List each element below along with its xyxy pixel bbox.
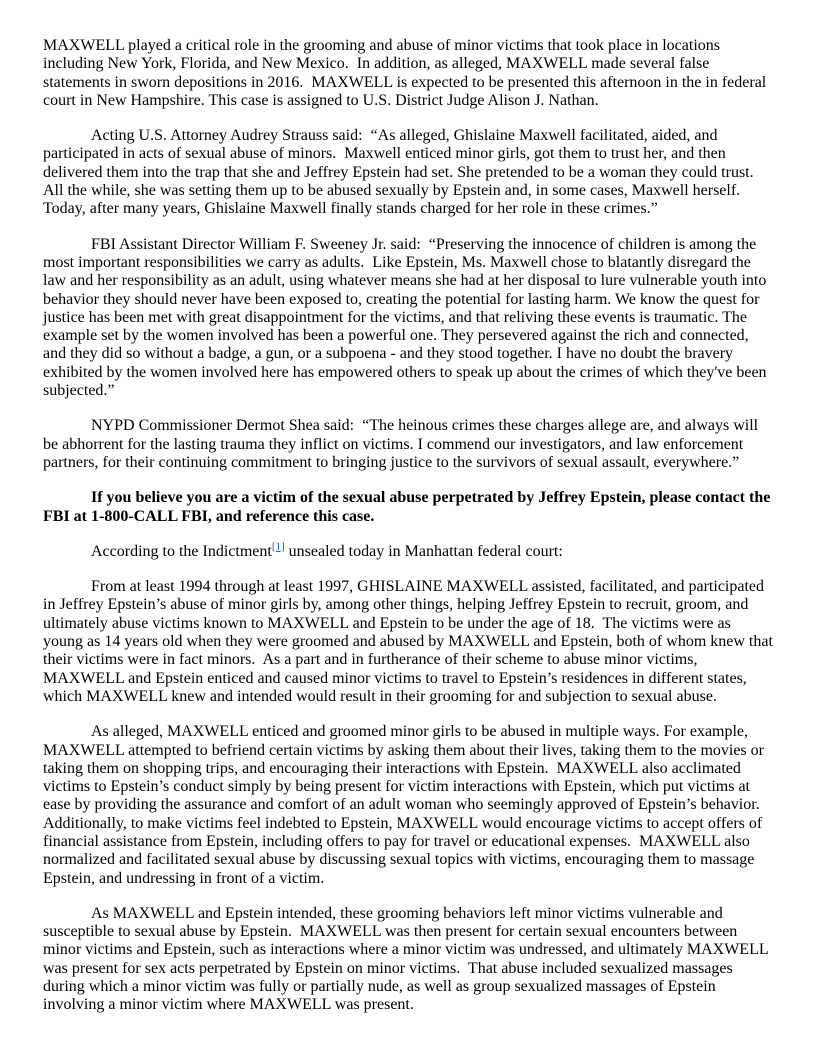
- allegations-grooming: As alleged, MAXWELL enticed and groomed minor girls to be abused in multiple ways. For example, MAXWELL attempted to befriend certain victims by asking them about their lives, taking them to the movies or taking them on shopping trips, and encouraging their interactions with Epstein. MAXWELL also acclimated victims to Epstein’s conduct simply by being present for victim interactions with Epstein, which put victims at ease by providing the assurance and comfort of an adult woman who seemingly approved of Epstein’s behavior. Additionally, to make victims feel indebted to Epstein, MAXWELL would encourage victims to accept offers of financial assistance from Epstein, including offers to pay for travel or educational expenses. MAXWELL also normalized and facilitated sexual abuse by discussing sexual topics with victims, encouraging them to massage Epstein, and undressing in front of a victim.: [43, 723, 769, 887]
- allegations-abuse: As MAXWELL and Epstein intended, these grooming behaviors left minor victims vulnerable and susceptible to sexual abuse by Epstein. MAXWELL was then present for certain sexual encounters between minor victims and Epstein, such as interactions where a minor victim was undressed, and ultimately MAXWELL was present for sex acts perpetrated by Epstein on minor victims. That abuse included sexualized massages during which a minor victim was fully or partially nude, as well as group sexualized massages of Epstein involving a minor victim where MAXWELL was present.: [43, 904, 773, 1014]
- footnote-1-link[interactable]: [1]: [271, 540, 285, 553]
- paragraph-intro: MAXWELL played a critical role in the grooming and abuse of minor victims that took place in locations including New York, Florida, and New Mexico. In addition, as alleged, MAXWELL made several false statements in sworn depositions in 2016. MAXWELL is expected to be presented this afternoon in the in federal court in New Hampshire. This case is assigned to U.S. District Judge Alison J. Nathan.: [43, 37, 771, 109]
- victim-contact-notice: If you believe you are a victim of the sexual abuse perpetrated by Jeffrey Epstein, please contact the FBI at 1-800-CALL FBI, and reference this case.: [43, 489, 775, 525]
- quote-audrey-strauss: Acting U.S. Attorney Audrey Strauss said: “As alleged, Ghislaine Maxwell facilitated, aided, and participated in acts of sexual abuse of minors. Maxwell enticed minor girls, got them to trust her, and then delivered them into the trap that she and Jeffrey Epstein had set. She pretended to be a woman they could trust. All the while, she was setting them up to be abused sexually by Epstein and, in some cases, Maxwell herself. Today, after many years, Ghislaine Maxwell finally stands charged for her role in these crimes.”: [43, 127, 757, 218]
- quote-william-sweeney: FBI Assistant Director William F. Sweeney Jr. said: “Preserving the innocence of children is among the most important responsibilities we carry as adults. Like Epstein, Ms. Maxwell chose to blatantly disregard the law and her responsibility as an adult, using whatever means she had at her disposal to lure vulnerable youth into behavior they should never have been exposed to, creating the potential for lasting harm. We know the quest for justice has been met with great disappointment for the victims, and that reliving these events is traumatic. The example set by the women involved has been a powerful one. They persevered against the rich and connected, and they did so without a badge, a gun, or a subpoena - and they stood together. I have no doubt the bravery exhibited by the women involved here has empowered others to speak up about the crimes of which they've been subjected.”: [43, 235, 771, 400]
- quote-dermot-shea: NYPD Commissioner Dermot Shea said: “The heinous crimes these charges allege are, and always will be abhorrent for the lasting trauma they inflict on victims. I commend our investigators, and law enforcement partners, for their continuing commitment to bringing justice to the survivors of sexual assault, everywhere.”: [43, 417, 763, 471]
- indictment-intro-text-before: According to the Indictment: [91, 542, 272, 560]
- allegations-timeline: From at least 1994 through at least 1997, GHISLAINE MAXWELL assisted, facilitated, and participated in Jeffrey Epstein’s abuse of minor girls by, among other things, helping Jeffrey Epstein to recruit, groom, and ultimately abuse victims known to MAXWELL and Epstein to be under the age of 18. The victims were as young as 14 years old when they were groomed and abused by MAXWELL and Epstein, both of whom knew that their victims were in fact minors. As a part and in furtherance of their scheme to abuse minor victims, MAXWELL and Epstein enticed and caused minor victims to travel to Epstein’s residences in different states, which MAXWELL knew and intended would result in their grooming for and subjection to sexual abuse.: [43, 578, 777, 705]
- indictment-intro-text-after: unsealed today in Manhattan federal court:: [284, 542, 563, 560]
- indictment-intro: [43, 540, 773, 561]
